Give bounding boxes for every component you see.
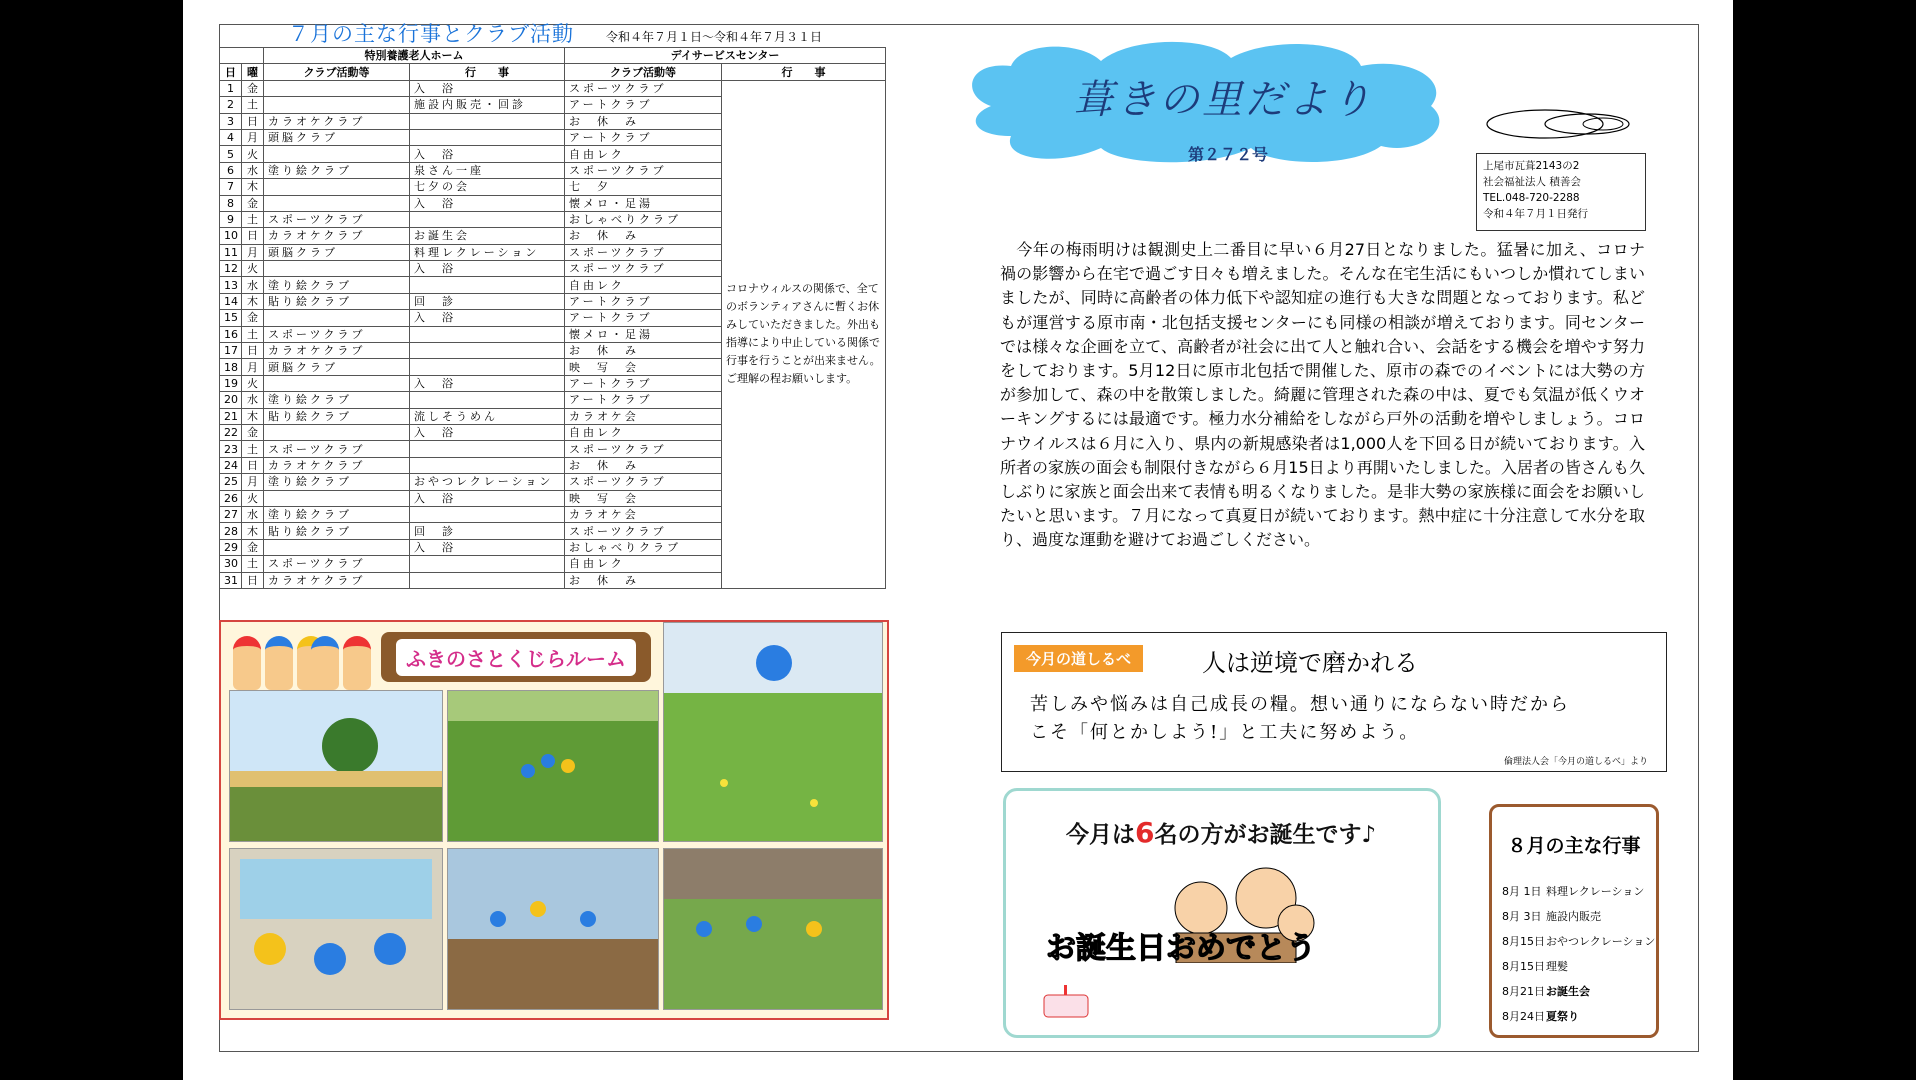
col-weekday: 曜 xyxy=(242,64,264,80)
day-club-cell: 自由レク xyxy=(565,556,722,572)
club-cell: 塗り絵クラブ xyxy=(264,392,410,408)
club-cell xyxy=(264,375,410,391)
event-cell: 料理レクレーション xyxy=(410,244,565,260)
club-cell: 頭脳クラブ xyxy=(264,129,410,145)
day-cell: 1 xyxy=(220,80,242,96)
photo-potato-harvest xyxy=(447,848,659,1010)
event-cell: おやつレクレーション xyxy=(410,474,565,490)
day-cell: 3 xyxy=(220,113,242,129)
day-cell: 12 xyxy=(220,261,242,277)
club-cell: スポーツクラブ xyxy=(264,441,410,457)
club-cell xyxy=(264,490,410,506)
day-cell: 16 xyxy=(220,326,242,342)
schedule-range: 令和４年７月１日～令和４年７月３１日 xyxy=(606,30,823,44)
day-club-cell: スポーツクラブ xyxy=(565,474,722,490)
publisher-info xyxy=(1476,153,1646,231)
photo-bus-ride xyxy=(229,848,443,1010)
august-event-item: 8月 3日 施設内販売 xyxy=(1502,910,1601,923)
weekday-cell: 火 xyxy=(242,146,264,162)
event-cell xyxy=(410,457,565,473)
weekday-cell: 土 xyxy=(242,326,264,342)
photo-park-group xyxy=(229,690,443,842)
club-cell: 塗り絵クラブ xyxy=(264,474,410,490)
club-cell: スポーツクラブ xyxy=(264,211,410,227)
weekday-cell: 木 xyxy=(242,408,264,424)
group-nursing-home: 特別養護老人ホーム xyxy=(264,48,565,64)
august-event-item: 8月15日理髪 xyxy=(1502,960,1568,973)
club-cell: 頭脳クラブ xyxy=(264,359,410,375)
newsletter-title: 葺きの里だより xyxy=(1073,77,1374,123)
day-cell: 2 xyxy=(220,97,242,113)
club-cell: 塗り絵クラブ xyxy=(264,277,410,293)
issue-date-line: 令和４年７月１日発行 xyxy=(1483,208,1588,220)
event-cell: 入 浴 xyxy=(410,539,565,555)
club-cell xyxy=(264,97,410,113)
main-article: 今年の梅雨明けは観測史上二番目に早い６月27日となりました。猛暑に加え、コロナ禍の影響から在宅で過ごす日々も増えました。そんな在宅生活にもいつしか慣れてしまいましたが、同時に高齢者の体力低下や認知症の進行も大きな問題となっております。私どもが運営する原市南・北包括支援センターにも同様の相談が増えております。同センターでは様々な企画を立て、高齢者が社会に出て人と触れ合い、会話をする機会を増やす努力をしております。5月12日に原市北包括で開催した、原市の森でのイベントには大勢の方が参加して、森の中を散策しました。綺麗に管理された森の中は、夏でも気温が低くウオーキングするには最適です。極力水分補給をしながら戸外の活動を増やしましょう。コロナウイルスは６月に入り、県内の新規感染者は1,000人を下回る日が続いております。入所者の家族の面会も制限付きながら６月15日より再開いたしました。入居者の皆さんも久しぶりに家族と面会出来て表情も明るくなりました。是非大勢の家族様に面会をお願いしたいと思います。７月になって真夏日が続いております。熱中症に十分注意して水分を取り、過度な運動を避けてお過ごしください。 xyxy=(1000,240,1645,550)
org-line: 社会福祉法人 積善会 xyxy=(1483,176,1581,188)
weekday-cell: 水 xyxy=(242,392,264,408)
day-club-cell: アートクラブ xyxy=(565,129,722,145)
club-cell xyxy=(264,424,410,440)
weekday-cell: 日 xyxy=(242,457,264,473)
col-day-club: クラブ活動等 xyxy=(565,64,722,80)
day-cell: 9 xyxy=(220,211,242,227)
photo-collage xyxy=(219,620,889,1020)
weekday-cell: 月 xyxy=(242,359,264,375)
day-club-cell: お 休 み xyxy=(565,113,722,129)
day-cell: 26 xyxy=(220,490,242,506)
august-events-box xyxy=(1489,804,1659,1038)
day-cell: 10 xyxy=(220,228,242,244)
august-event-item: 8月 1日 料理レクレーション xyxy=(1502,885,1645,898)
weekday-cell: 日 xyxy=(242,572,264,588)
birthday-message: お誕生日おめでとう xyxy=(1046,931,1316,966)
weekday-cell: 火 xyxy=(242,375,264,391)
day-club-cell: アートクラブ xyxy=(565,293,722,309)
day-cell: 7 xyxy=(220,179,242,195)
august-events-list xyxy=(1502,879,1655,1029)
photo-child-flowers xyxy=(663,622,883,842)
day-cell: 8 xyxy=(220,195,242,211)
club-cell: 塗り絵クラブ xyxy=(264,506,410,522)
schedule-title: ７月の主な行事とクラブ活動 xyxy=(288,22,574,46)
day-cell: 31 xyxy=(220,572,242,588)
club-cell xyxy=(264,80,410,96)
weekday-cell: 火 xyxy=(242,261,264,277)
event-cell: お誕生会 xyxy=(410,228,565,244)
event-cell xyxy=(410,441,565,457)
club-cell: スポーツクラブ xyxy=(264,556,410,572)
day-cell: 23 xyxy=(220,441,242,457)
day-club-cell: 映 写 会 xyxy=(565,490,722,506)
club-cell xyxy=(264,179,410,195)
event-cell: 回 診 xyxy=(410,523,565,539)
birthday-box xyxy=(1003,788,1441,1038)
day-cell: 29 xyxy=(220,539,242,555)
august-event-item: 8月24日夏祭り xyxy=(1502,1010,1579,1023)
monthly-guide-box xyxy=(1001,632,1667,772)
day-club-cell: スポーツクラブ xyxy=(565,523,722,539)
day-cell: 18 xyxy=(220,359,242,375)
day-club-cell: おしゃべりクラブ xyxy=(565,539,722,555)
cake-icon xyxy=(1036,981,1096,1021)
weekday-cell: 水 xyxy=(242,277,264,293)
weekday-cell: 月 xyxy=(242,474,264,490)
club-cell xyxy=(264,195,410,211)
weekday-cell: 金 xyxy=(242,539,264,555)
august-event-item: 8月15日おやつレクレーション xyxy=(1502,935,1656,948)
tel-line: TEL.048-720-2288 xyxy=(1483,192,1580,204)
day-cell: 19 xyxy=(220,375,242,391)
day-club-cell: お 休 み xyxy=(565,228,722,244)
day-club-cell: アートクラブ xyxy=(565,375,722,391)
event-cell: 流しそうめん xyxy=(410,408,565,424)
weekday-cell: 土 xyxy=(242,441,264,457)
club-cell: スポーツクラブ xyxy=(264,326,410,342)
club-cell: 貼り絵クラブ xyxy=(264,523,410,539)
weekday-cell: 土 xyxy=(242,556,264,572)
day-club-cell: スポーツクラブ xyxy=(565,244,722,260)
day-club-cell: アートクラブ xyxy=(565,310,722,326)
event-cell: 入 浴 xyxy=(410,310,565,326)
event-cell xyxy=(410,343,565,359)
event-cell xyxy=(410,211,565,227)
day-cell: 24 xyxy=(220,457,242,473)
day-club-cell: スポーツクラブ xyxy=(565,80,722,96)
event-cell xyxy=(410,277,565,293)
event-cell xyxy=(410,556,565,572)
event-cell: 回 診 xyxy=(410,293,565,309)
day-cell: 25 xyxy=(220,474,242,490)
club-cell: カラオケクラブ xyxy=(264,457,410,473)
event-cell xyxy=(410,572,565,588)
day-club-cell: カラオケ会 xyxy=(565,506,722,522)
weekday-cell: 土 xyxy=(242,211,264,227)
birthday-title: 今月は6名の方がお誕生です♪ xyxy=(1066,816,1377,849)
weekday-cell: 金 xyxy=(242,195,264,211)
event-cell xyxy=(410,326,565,342)
day-club-cell: カラオケ会 xyxy=(565,408,722,424)
col-day-event: 行 事 xyxy=(722,64,886,80)
schedule-table xyxy=(219,47,886,589)
club-cell: カラオケクラブ xyxy=(264,228,410,244)
event-cell xyxy=(410,113,565,129)
day-cell: 4 xyxy=(220,129,242,145)
day-club-cell: お 休 み xyxy=(565,572,722,588)
weekday-cell: 木 xyxy=(242,179,264,195)
monthly-guide-tag: 今月の道しるべ xyxy=(1014,645,1143,672)
club-cell: 頭脳クラブ xyxy=(264,244,410,260)
day-club-cell: 自由レク xyxy=(565,424,722,440)
event-cell xyxy=(410,506,565,522)
schedule-note: コロナウィルスの関係で、全てのボランティアさんに暫くお休みしていただきました。外出も指導により中止している関係で行事を行うことが出来ません。ご理解の程お願いします。 xyxy=(722,80,886,588)
col-club: クラブ活動等 xyxy=(264,64,410,80)
day-club-cell: アートクラブ xyxy=(565,97,722,113)
club-cell: カラオケクラブ xyxy=(264,572,410,588)
club-cell: 貼り絵クラブ xyxy=(264,408,410,424)
event-cell: 入 浴 xyxy=(410,424,565,440)
day-cell: 27 xyxy=(220,506,242,522)
club-cell: 貼り絵クラブ xyxy=(264,293,410,309)
day-club-cell: 七 夕 xyxy=(565,179,722,195)
weekday-cell: 土 xyxy=(242,97,264,113)
club-cell: カラオケクラブ xyxy=(264,343,410,359)
event-cell: 入 浴 xyxy=(410,261,565,277)
day-cell: 28 xyxy=(220,523,242,539)
weekday-cell: 金 xyxy=(242,310,264,326)
event-cell xyxy=(410,392,565,408)
newsletter-page xyxy=(183,0,1733,1080)
weekday-cell: 木 xyxy=(242,293,264,309)
weekday-cell: 木 xyxy=(242,523,264,539)
day-cell: 14 xyxy=(220,293,242,309)
event-cell: 入 浴 xyxy=(410,490,565,506)
room-banner xyxy=(381,632,651,682)
weekday-cell: 水 xyxy=(242,162,264,178)
weekday-cell: 金 xyxy=(242,80,264,96)
weekday-cell: 日 xyxy=(242,228,264,244)
event-cell xyxy=(410,359,565,375)
event-cell: 入 浴 xyxy=(410,375,565,391)
weekday-cell: 水 xyxy=(242,506,264,522)
club-cell xyxy=(264,146,410,162)
day-club-cell: お 休 み xyxy=(565,457,722,473)
day-cell: 17 xyxy=(220,343,242,359)
day-club-cell: 自由レク xyxy=(565,146,722,162)
event-cell: 泉さん一座 xyxy=(410,162,565,178)
day-cell: 6 xyxy=(220,162,242,178)
day-club-cell: 自由レク xyxy=(565,277,722,293)
birthday-count: 6 xyxy=(1135,816,1155,849)
monthly-guide-body: 苦しみや悩みは自己成長の糧。想い通りにならない時だから こそ「何とかしよう!」と工夫に努めよう。 xyxy=(1030,694,1570,743)
event-cell: 入 浴 xyxy=(410,80,565,96)
august-events-title: ８月の主な行事 xyxy=(1507,835,1641,857)
club-cell: カラオケクラブ xyxy=(264,113,410,129)
event-cell: 入 浴 xyxy=(410,146,565,162)
weekday-cell: 月 xyxy=(242,129,264,145)
photo-field-children xyxy=(447,690,659,842)
day-club-cell: お 休 み xyxy=(565,343,722,359)
monthly-guide-source: 倫理法人会「今月の道しるべ」より xyxy=(1503,757,1648,767)
room-title: ふきのさとくじらルーム xyxy=(396,639,636,676)
day-club-cell: スポーツクラブ xyxy=(565,162,722,178)
photo-lunch-outdoors xyxy=(663,848,883,1010)
address-line: 上尾市瓦葺2143の2 xyxy=(1483,160,1580,172)
weekday-cell: 月 xyxy=(242,244,264,260)
day-cell: 15 xyxy=(220,310,242,326)
day-cell: 5 xyxy=(220,146,242,162)
day-club-cell: 懐メロ・足湯 xyxy=(565,326,722,342)
weekday-cell: 日 xyxy=(242,113,264,129)
day-cell: 20 xyxy=(220,392,242,408)
day-cell: 21 xyxy=(220,408,242,424)
day-club-cell: 映 写 会 xyxy=(565,359,722,375)
decorative-ovals-icon xyxy=(1483,104,1643,144)
club-cell xyxy=(264,539,410,555)
schedule-row xyxy=(220,80,886,96)
august-event-item: 8月21日お誕生会 xyxy=(1502,985,1590,998)
issue-number: 第２７２号 xyxy=(1188,145,1269,164)
weekday-cell: 日 xyxy=(242,343,264,359)
day-club-cell: おしゃべりクラブ xyxy=(565,211,722,227)
weekday-cell: 金 xyxy=(242,424,264,440)
day-club-cell: スポーツクラブ xyxy=(565,261,722,277)
day-cell: 30 xyxy=(220,556,242,572)
group-day-service: デイサービスセンター xyxy=(565,48,886,64)
day-cell: 22 xyxy=(220,424,242,440)
club-cell xyxy=(264,261,410,277)
day-club-cell: スポーツクラブ xyxy=(565,441,722,457)
day-cell: 13 xyxy=(220,277,242,293)
monthly-guide-headline: 人は逆境で磨かれる xyxy=(1202,649,1418,677)
club-cell xyxy=(264,310,410,326)
day-club-cell: 懐メロ・足湯 xyxy=(565,195,722,211)
day-cell: 11 xyxy=(220,244,242,260)
day-club-cell: アートクラブ xyxy=(565,392,722,408)
event-cell xyxy=(410,129,565,145)
col-event: 行 事 xyxy=(410,64,565,80)
col-day: 日 xyxy=(220,64,242,80)
event-cell: 七夕の会 xyxy=(410,179,565,195)
event-cell: 施設内販売・回診 xyxy=(410,97,565,113)
club-cell: 塗り絵クラブ xyxy=(264,162,410,178)
event-cell: 入 浴 xyxy=(410,195,565,211)
weekday-cell: 火 xyxy=(242,490,264,506)
